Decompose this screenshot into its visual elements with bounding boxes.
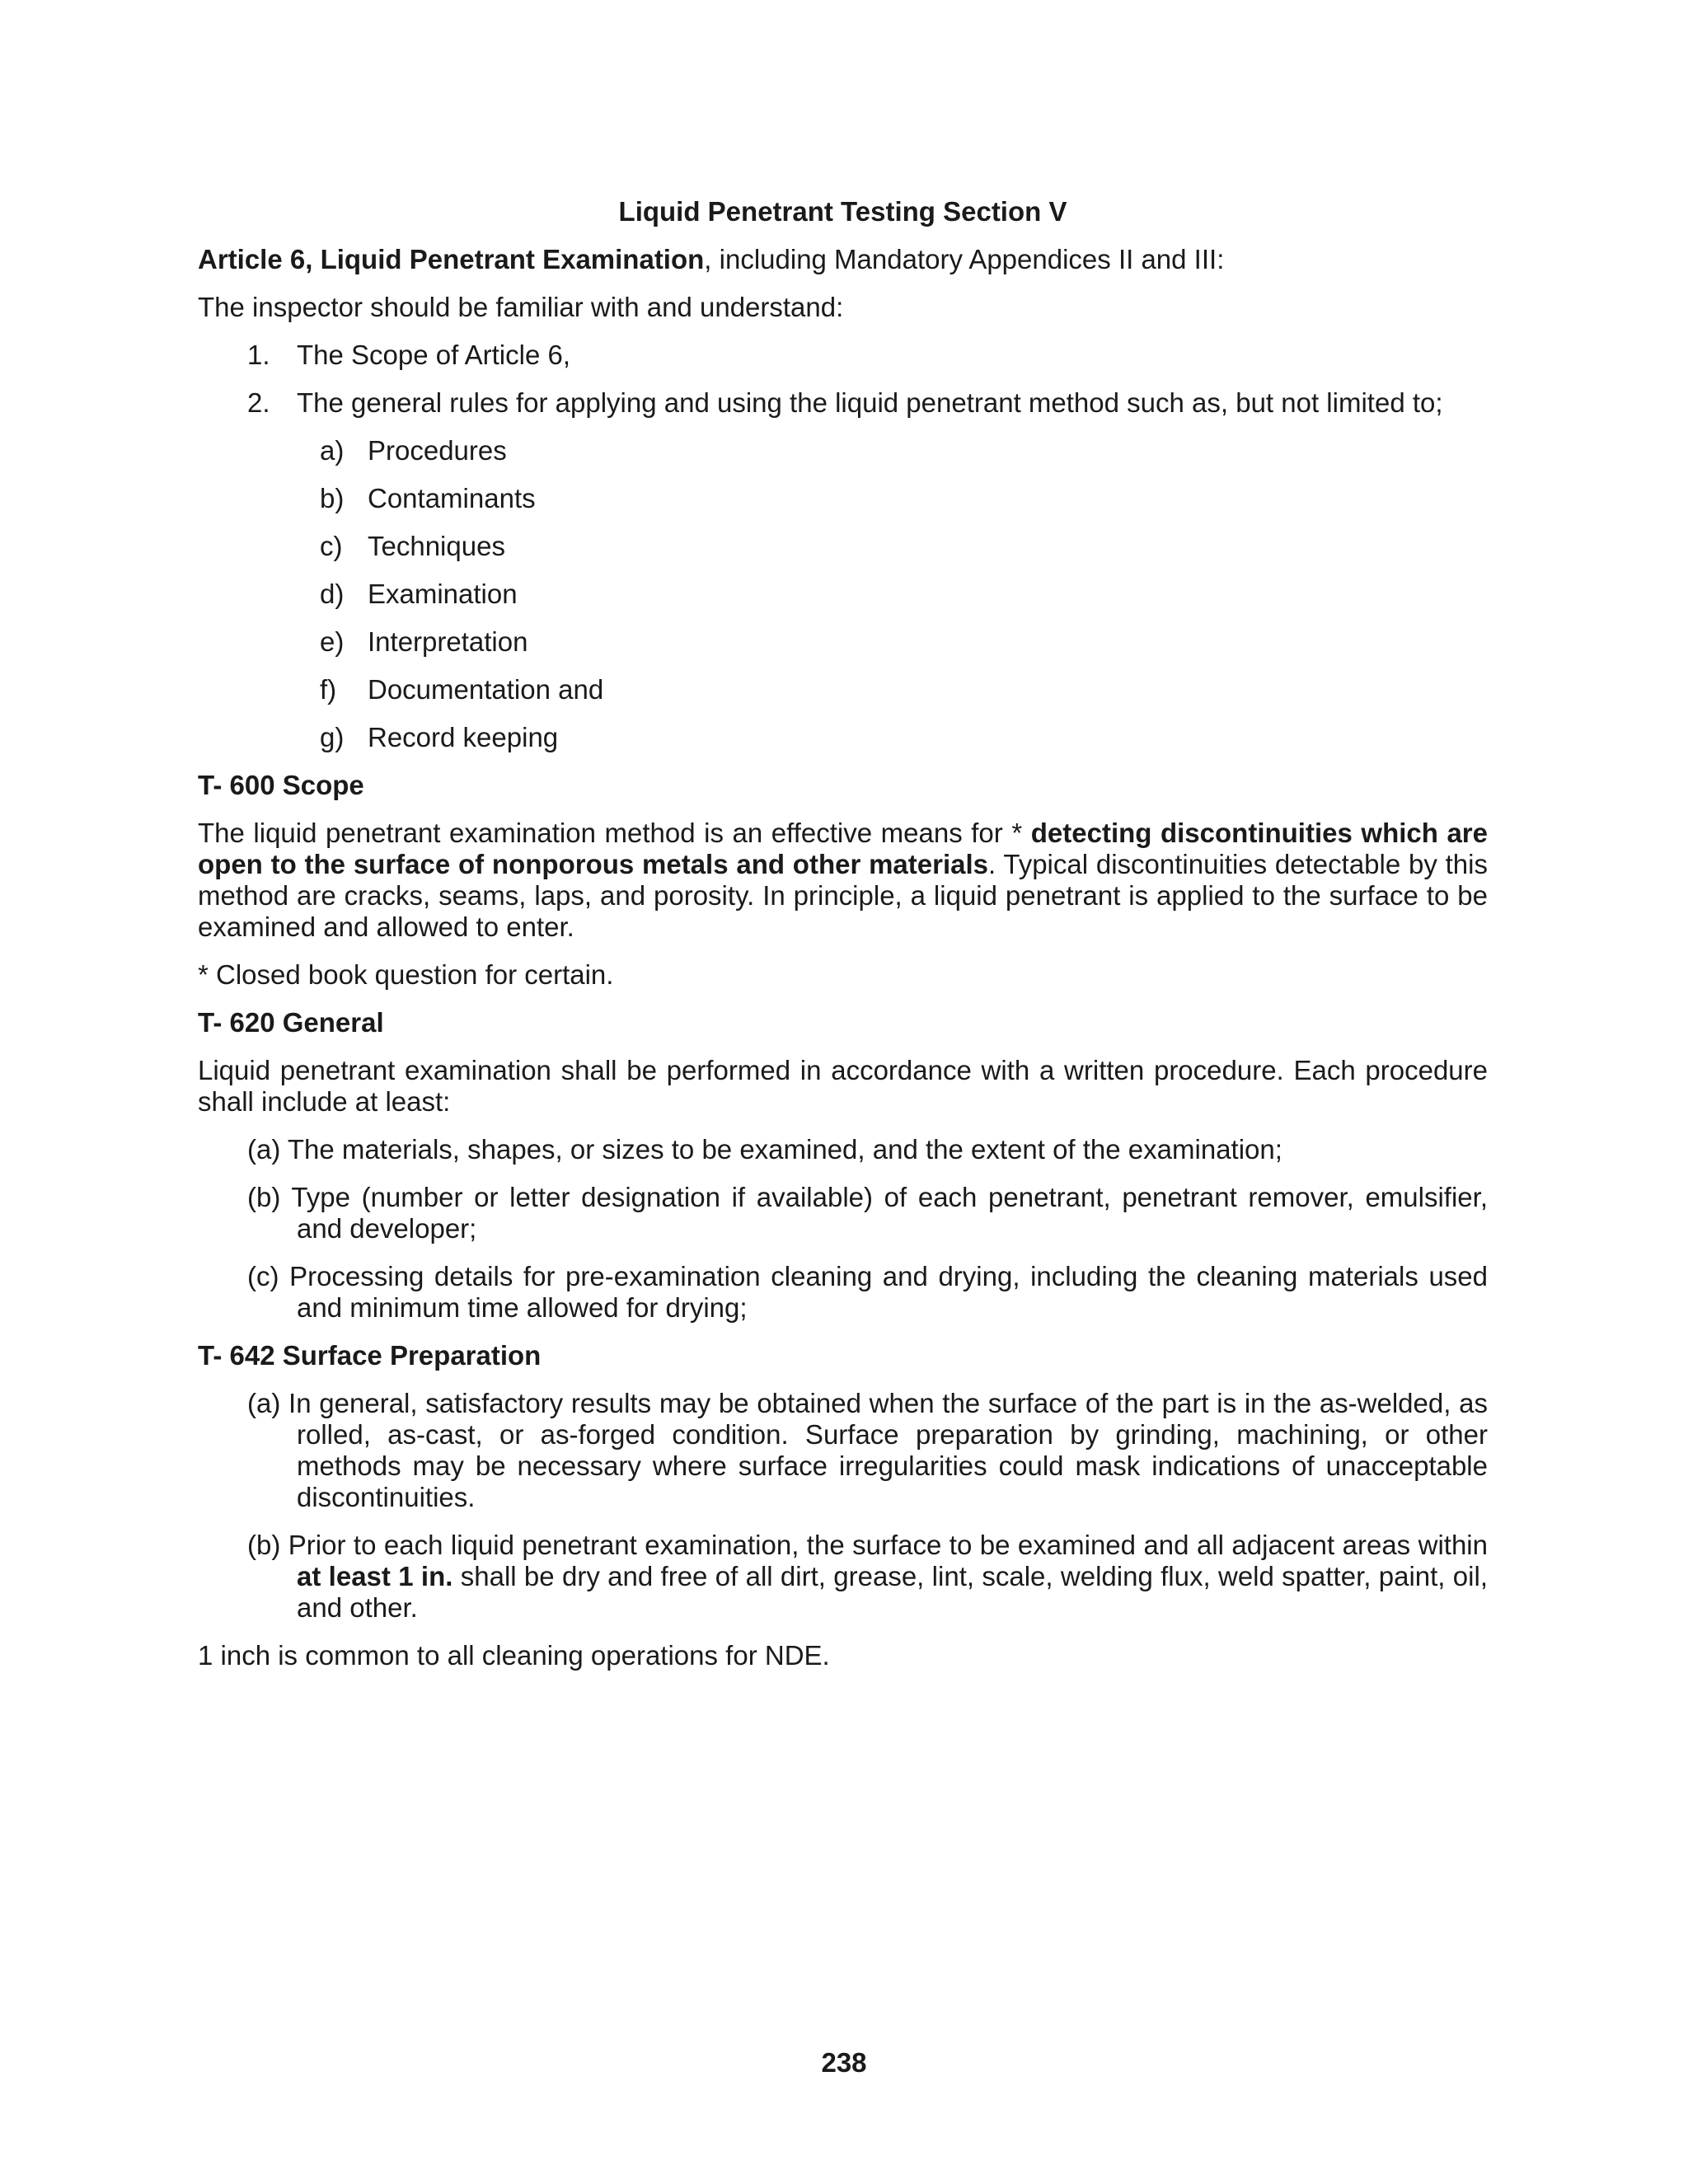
t600-note: * Closed book question for certain. xyxy=(198,959,614,990)
item-number: 2. xyxy=(247,387,270,418)
sub-item-letter: b) xyxy=(320,483,345,513)
sub-item-letter: e) xyxy=(320,626,345,657)
t600-emphasis: detecting discontinuities which are open to the surface of nonporous metals and other materials xyxy=(198,818,1489,879)
item-number: 1. xyxy=(247,340,270,370)
sub-item-text: Techniques xyxy=(368,531,505,561)
section-heading-t642: T- 642 Surface Preparation xyxy=(198,1340,542,1371)
section-heading-t620: T- 620 General xyxy=(198,1007,384,1038)
numbered-item xyxy=(198,387,1488,419)
sub-item-text: Documentation and xyxy=(368,674,604,705)
sub-item-text: Interpretation xyxy=(368,626,528,657)
sub-item xyxy=(198,483,1488,514)
sub-item xyxy=(198,626,1488,658)
document-title: Liquid Penetrant Testing Section V xyxy=(618,196,1067,227)
t600-text-start: The liquid penetrant examination method is an effective means for * xyxy=(198,818,1031,848)
sub-item-letter: g) xyxy=(320,722,345,752)
t600-text-end: . Typical discontinuities detectable by this method are cracks, seams, laps, and porosity. In principle, a liquid penetrant is applied to the surface to be examined and allowed to enter. xyxy=(198,849,1488,942)
sub-item-letter: d) xyxy=(320,579,345,609)
sub-item-text: Examination xyxy=(368,579,518,609)
page-number: 238 xyxy=(821,2047,867,2078)
article-title: Article 6, Liquid Penetrant Examination xyxy=(198,244,705,274)
t620-item-c: (c) Processing details for pre-examination cleaning and drying, including the cleaning materials used and minimum time allowed for drying; xyxy=(247,1261,1488,1323)
t642-item-a: (a) In general, satisfactory results may be obtained when the surface of the part is in the as-welded, as rolled, as-cast, or as-forged condition. Surface preparation by grinding, machining, or other methods may be necessary where surface irregularities could mask indications of unacceptable discontinuities. xyxy=(247,1388,1488,1512)
article-subtitle: , including Mandatory Appendices II and III: xyxy=(704,244,1225,274)
document-page xyxy=(198,181,1488,1688)
article-line xyxy=(198,244,1488,275)
sub-item xyxy=(198,674,1488,705)
sub-item-text: Record keeping xyxy=(368,722,559,752)
sub-item xyxy=(198,531,1488,562)
sub-item xyxy=(198,722,1488,753)
t620-item-b: (b) Type (number or letter designation if available) of each penetrant, penetrant remover, emulsifier, and developer; xyxy=(247,1182,1488,1244)
t620-paragraph: Liquid penetrant examination shall be performed in accordance with a written procedure. Each procedure shall include at least: xyxy=(198,1055,1488,1117)
t642-item-b-emphasis: at least 1 in. xyxy=(297,1561,453,1591)
t620-item-a: (a) The materials, shapes, or sizes to be examined, and the extent of the examination; xyxy=(247,1134,1282,1165)
sub-item-text: Procedures xyxy=(368,435,507,466)
t642-item-b-start: (b) Prior to each liquid penetrant examination, the surface to be examined and all adjacent areas within xyxy=(247,1530,1488,1560)
sub-item-letter: c) xyxy=(320,531,343,561)
sub-item xyxy=(198,435,1488,466)
t642-item-b xyxy=(198,1530,1488,1624)
item-text: The general rules for applying and using the liquid penetrant method such as, but not limited to; xyxy=(297,387,1443,418)
t642-item-b-end: shall be dry and free of all dirt, grease, lint, scale, welding flux, weld spatter, paint, oil, and other. xyxy=(297,1561,1488,1623)
sub-item-letter: a) xyxy=(320,435,345,466)
numbered-item xyxy=(198,340,1488,371)
sub-item xyxy=(198,579,1488,610)
closing-note: 1 inch is common to all cleaning operations for NDE. xyxy=(198,1640,830,1671)
sub-item-letter: f) xyxy=(320,674,337,705)
section-heading-t600: T- 600 Scope xyxy=(198,770,364,800)
intro-text: The inspector should be familiar with and understand: xyxy=(198,292,844,322)
item-text: The Scope of Article 6, xyxy=(297,340,571,370)
t600-paragraph xyxy=(198,818,1488,943)
sub-item-text: Contaminants xyxy=(368,483,536,513)
